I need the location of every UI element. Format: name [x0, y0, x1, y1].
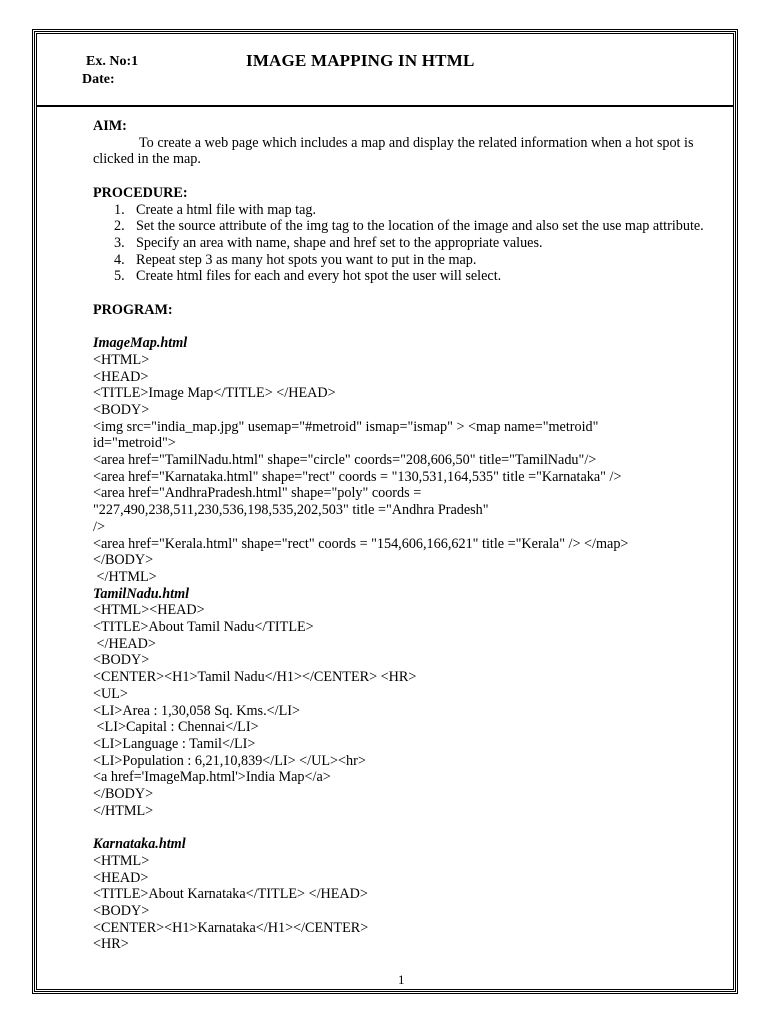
- code-line: <BODY>: [93, 902, 150, 919]
- code-line: </HTML>: [93, 568, 157, 585]
- code-line: </BODY>: [93, 786, 154, 803]
- procedure-step: 1. Create a html file with map tag.: [114, 201, 317, 218]
- code-line: <HTML><HEAD>: [93, 602, 205, 619]
- page-number: 1: [398, 972, 405, 987]
- code-line: <CENTER><H1>Karnataka</H1></CENTER>: [93, 919, 369, 936]
- code-line: />: [93, 518, 105, 535]
- exercise-number: Ex. No:1: [86, 54, 139, 69]
- code-line: </HEAD>: [93, 635, 156, 652]
- aim-text: To create a web page which includes a map and display the related information when a hot spot is clicked in the map.: [93, 134, 694, 168]
- code-line: <TITLE>About Tamil Nadu</TITLE>: [93, 619, 314, 636]
- program-heading: PROGRAM:: [93, 301, 173, 318]
- code-line: <HTML>: [93, 351, 150, 368]
- code-line: <LI>Language : Tamil</LI>: [93, 735, 256, 752]
- code-file-name: TamilNadu.html: [93, 585, 190, 602]
- program-listing: [93, 335, 713, 953]
- code-line: <UL>: [93, 685, 128, 702]
- procedure-steps: [93, 202, 713, 286]
- document-body: [93, 118, 713, 953]
- code-line: <a href='ImageMap.html'>India Map</a>: [93, 769, 331, 786]
- code-line: <HR>: [93, 936, 129, 953]
- aim-heading: AIM:: [93, 118, 127, 134]
- code-file-name: Karnataka.html: [93, 836, 186, 853]
- code-line: <HEAD>: [93, 368, 149, 385]
- code-line: <BODY>: [93, 652, 150, 669]
- page-title: IMAGE MAPPING IN HTML: [246, 51, 475, 70]
- code-line: <img src="india_map.jpg" usemap="#metroid" ismap="ismap" > <map name="metroid": [93, 418, 599, 435]
- code-line: </BODY>: [93, 552, 154, 569]
- code-line: <LI>Area : 1,30,058 Sq. Kms.</LI>: [93, 702, 300, 719]
- code-line: <TITLE>Image Map</TITLE> </HEAD>: [93, 385, 336, 402]
- code-line: <area href="Karnataka.html" shape="rect" coords = "130,531,164,535" title ="Karnataka" />: [93, 468, 622, 485]
- procedure-step: 2. Set the source attribute of the img tag to the location of the image and also set the use map attribute.: [114, 218, 704, 235]
- procedure-step: 5. Create html files for each and every hot spot the user will select.: [114, 268, 502, 285]
- code-line: <CENTER><H1>Tamil Nadu</H1></CENTER> <HR>: [93, 669, 417, 686]
- code-line: <LI>Capital : Chennai</LI>: [93, 719, 259, 736]
- code-line: <area href="AndhraPradesh.html" shape="poly" coords =: [93, 485, 422, 502]
- date-label: Date:: [82, 72, 115, 87]
- procedure-heading: PROCEDURE:: [93, 184, 188, 201]
- code-line: </HTML>: [93, 802, 154, 819]
- code-line: <HTML>: [93, 852, 150, 869]
- code-line: <area href="TamilNadu.html" shape="circle" coords="208,606,50" title="TamilNadu"/>: [93, 452, 597, 469]
- code-line: id="metroid">: [93, 435, 176, 452]
- code-line: <LI>Population : 6,21,10,839</LI> </UL><hr>: [93, 752, 366, 769]
- code-line: <TITLE>About Karnataka</TITLE> </HEAD>: [93, 886, 368, 903]
- code-file-name: ImageMap.html: [93, 335, 188, 352]
- code-line: "227,490,238,511,230,536,198,535,202,503" title ="Andhra Pradesh": [93, 502, 489, 519]
- code-line: <HEAD>: [93, 869, 149, 886]
- code-line: <BODY>: [93, 401, 150, 418]
- procedure-step: 4. Repeat step 3 as many hot spots you want to put in the map.: [114, 251, 477, 268]
- code-line: <area href="Kerala.html" shape="rect" coords = "154,606,166,621" title ="Kerala" /> </map>: [93, 535, 629, 552]
- document-header: [36, 33, 734, 107]
- procedure-step: 3. Specify an area with name, shape and href set to the appropriate values.: [114, 234, 543, 251]
